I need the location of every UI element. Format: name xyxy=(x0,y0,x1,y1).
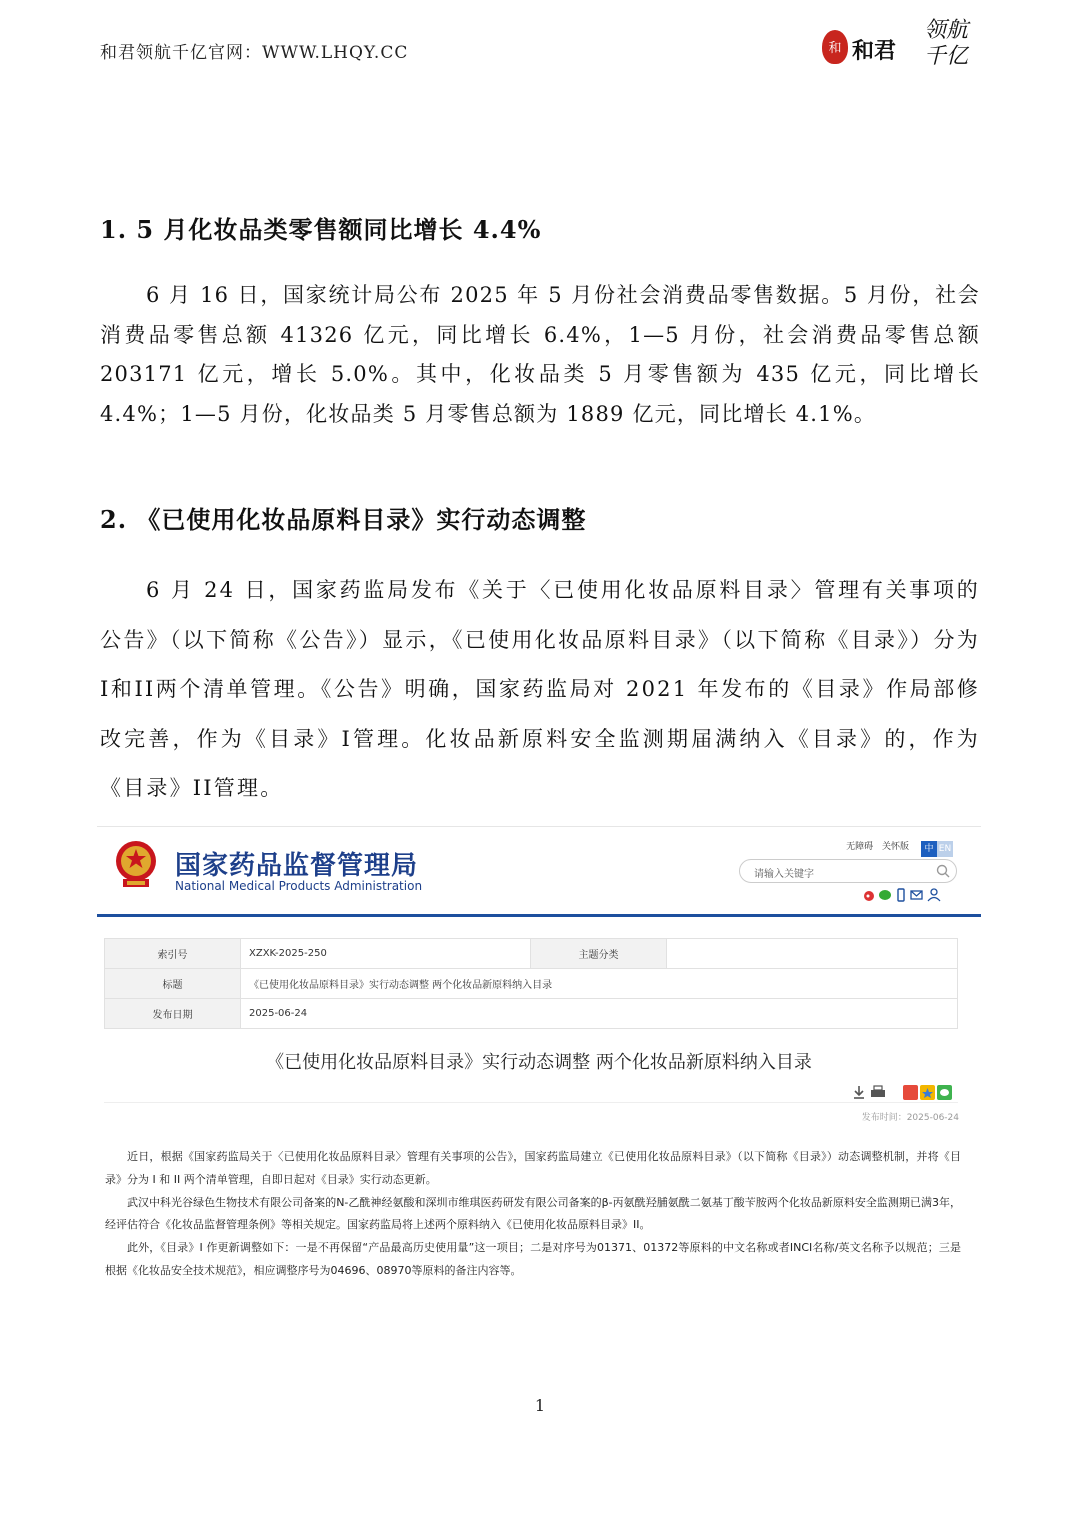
site-name-en: National Medical Products Administration xyxy=(175,879,423,893)
print-icon[interactable] xyxy=(871,1086,885,1097)
article-meta-table xyxy=(104,938,958,1029)
date-value: 2025-06-24 xyxy=(241,999,958,1029)
search-input[interactable]: 请输入关键字 xyxy=(754,869,814,880)
article-title: 《已使用化妆品原料目录》实行动态调整 两个化妆品新原料纳入目录 xyxy=(266,1052,812,1073)
share-qzone-icon[interactable] xyxy=(920,1085,935,1100)
section-1-heading: 1. 5 月化妆品类零售额同比增长 4.4% xyxy=(100,215,542,244)
mobile-icon[interactable] xyxy=(898,889,904,901)
download-icon[interactable] xyxy=(854,1086,864,1098)
meta-row-title xyxy=(105,969,958,999)
logo-brand-text: 和君 xyxy=(852,39,897,64)
title-label: 标题 xyxy=(105,969,241,999)
category-value xyxy=(667,939,958,969)
logo-sub-text: 领航千亿 xyxy=(924,18,969,69)
section-2-heading: 2. 《已使用化妆品原料目录》实行动态调整 xyxy=(100,505,587,534)
logo-seal-char: 和 xyxy=(828,41,842,56)
date-label: 发布日期 xyxy=(105,999,241,1029)
section-2-text: 6 月 24 日，国家药监局发布《关于〈已使用化妆品原料目录〉管理有关事项的公告》（以下简称《公告》）显示，《已使用化妆品原料目录》（以下简称《目录》）分为I和II两个清单管理。《公告》明确，国家药监局对 2021 年发布的《目录》作局部修改完善，作为《目录》I管理。化妆品新原料安全监测期届满纳入《目录》的，作为《目录》II管理。 xyxy=(100,578,980,800)
site-header xyxy=(97,826,981,916)
social-icons xyxy=(861,887,951,903)
search-box[interactable] xyxy=(739,859,957,883)
nmpa-webpage-screenshot xyxy=(97,826,981,1286)
weibo-icon[interactable] xyxy=(864,891,874,901)
meta-row-date xyxy=(105,999,958,1029)
header-website-url: 和君领航千亿官网：WWW.LHQY.CC xyxy=(100,43,409,63)
article-divider xyxy=(104,1102,958,1103)
lang-en-button[interactable]: EN xyxy=(937,841,953,857)
search-icon[interactable] xyxy=(936,864,950,878)
brand-logo xyxy=(822,18,982,74)
email-icon[interactable] xyxy=(911,891,922,899)
body-paragraph: 近日，根据《国家药监局关于〈已使用化妆品原料目录〉管理有关事项的公告》，国家药监局建立《已使用化妆品原料目录》（以下简称《目录》）动态调整机制，并将《目录》分为 I 和 II 两个清单管理，自即日起对《目录》实行动态更新。 xyxy=(105,1150,961,1186)
meta-row-index xyxy=(105,939,958,969)
site-name-cn: 国家药品监督管理局 xyxy=(175,851,419,881)
logo-seal-icon xyxy=(822,30,848,64)
national-emblem-icon xyxy=(113,839,159,891)
title-value: 《已使用化妆品原料目录》实行动态调整 两个化妆品新原料纳入目录 xyxy=(241,969,958,999)
section-1-paragraph xyxy=(100,276,980,434)
wechat-icon[interactable] xyxy=(879,890,891,900)
page-number: 1 xyxy=(534,1396,546,1415)
care-mode-link[interactable]: 关怀版 xyxy=(881,842,909,852)
share-weibo-icon[interactable] xyxy=(903,1085,918,1100)
article-body xyxy=(105,1146,961,1283)
user-icon[interactable] xyxy=(928,889,940,901)
lang-cn-button[interactable]: 中 xyxy=(921,841,937,857)
accessibility-link[interactable]: 无障碍 xyxy=(846,842,874,852)
index-value: XZXK-2025-250 xyxy=(241,939,531,969)
body-paragraph: 此外，《目录》I 作更新调整如下：一是不再保留“产品最高历史使用量”这一项目；二是对序号为01371、01372等原料的中文名称或者INCI名称/英文名称予以规范；三是根据《化妆品安全技术规范》，相应调整序号为04696、08970等原料的备注内容等。 xyxy=(105,1241,961,1277)
index-label: 索引号 xyxy=(105,939,241,969)
header-divider xyxy=(97,914,981,917)
share-wechat-icon[interactable] xyxy=(937,1085,952,1100)
category-label: 主题分类 xyxy=(531,939,667,969)
article-tools xyxy=(851,1084,959,1100)
body-paragraph: 武汉中科光谷绿色生物技术有限公司备案的N-乙酰神经氨酸和深圳市维琪医药研发有限公司备案的β-丙氨酰羟脯氨酰二氨基丁酸苄胺两个化妆品新原料安全监测期已满3年，经评估符合《化妆品监督管理条例》等相关规定。国家药监局将上述两个原料纳入《已使用化妆品原料目录》II。 xyxy=(105,1195,961,1232)
top-links xyxy=(840,839,909,852)
publish-time: 发布时间：2025-06-24 xyxy=(861,1113,959,1123)
section-2-paragraph xyxy=(100,566,980,814)
language-switch xyxy=(921,836,953,852)
section-1-text: 6 月 16 日，国家统计局公布 2025 年 5 月份社会消费品零售数据。5 月份，社会消费品零售总额 41326 亿元，同比增长 6.4%，1—5 月份，社会消费品零售总额 203171 亿元，增长 5.0%。其中，化妆品类 5 月零售额为 435 亿元，同比增长 4.4%；1—5 月份，化妆品类 5 月零售总额为 1889 亿元，同比增长 4.1%。 xyxy=(100,283,980,426)
